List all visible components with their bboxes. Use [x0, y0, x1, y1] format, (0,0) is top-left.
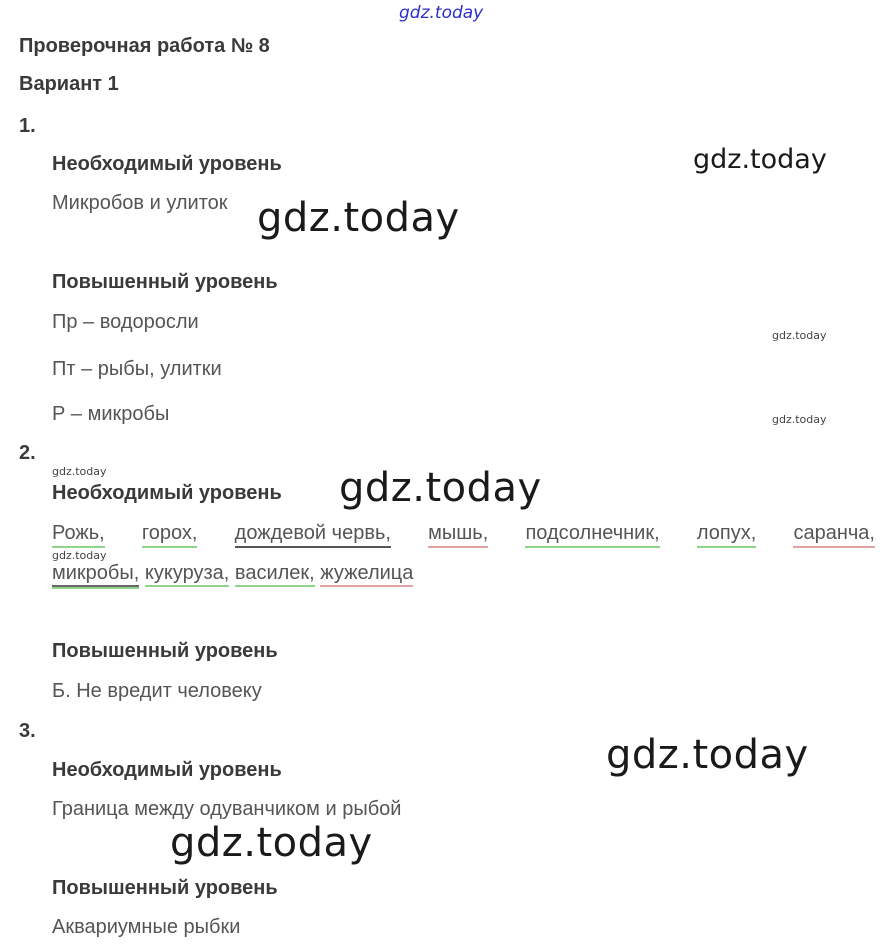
watermark: gdz.today	[693, 144, 827, 175]
word-item: лопух,	[697, 522, 756, 548]
word-list-line-2	[52, 562, 413, 585]
word-item: василек,	[235, 562, 315, 587]
task-number: 1.	[19, 115, 36, 137]
word-item: подсолнечник,	[525, 522, 659, 548]
advanced-answer: Б. Не вредит человеку	[52, 680, 262, 702]
watermark-top: gdz.today	[399, 3, 484, 23]
advanced-level-heading: Повышенный уровень	[52, 640, 278, 662]
watermark: gdz.today	[606, 732, 809, 778]
watermark: gdz.today	[339, 465, 542, 511]
task-number: 3.	[19, 720, 36, 742]
word-item: мышь,	[428, 522, 488, 548]
basic-answer: Микробов и улиток	[52, 192, 228, 214]
watermark: gdz.today	[52, 549, 107, 562]
variant-label: Вариант 1	[19, 73, 119, 95]
advanced-answer: Аквариумные рыбки	[52, 916, 241, 938]
word-item: жужелица	[320, 562, 413, 587]
word-item: Рожь,	[52, 522, 105, 548]
word-item: саранча,	[793, 522, 875, 548]
word-item: дождевой червь,	[235, 522, 391, 548]
page-title: Проверочная работа № 8	[19, 35, 270, 57]
advanced-answer-line: Пт – рыбы, улитки	[52, 358, 222, 380]
basic-level-heading: Необходимый уровень	[52, 482, 282, 504]
task-number: 2.	[19, 442, 36, 464]
watermark: gdz.today	[52, 465, 107, 478]
advanced-answer-line: Пр – водоросли	[52, 311, 199, 333]
watermark: gdz.today	[257, 195, 460, 241]
watermark: gdz.today	[772, 329, 827, 342]
word-item: горох,	[142, 522, 198, 548]
watermark: gdz.today	[772, 413, 827, 426]
word-item: микробы,	[52, 562, 139, 587]
word-list-line-1	[52, 522, 875, 548]
basic-level-heading: Необходимый уровень	[52, 759, 282, 781]
advanced-level-heading: Повышенный уровень	[52, 877, 278, 899]
advanced-level-heading: Повышенный уровень	[52, 271, 278, 293]
word-item: кукуруза,	[145, 562, 229, 587]
advanced-answer-line: Р – микробы	[52, 403, 170, 425]
watermark: gdz.today	[170, 820, 373, 866]
basic-answer: Граница между одуванчиком и рыбой	[52, 798, 402, 820]
basic-level-heading: Необходимый уровень	[52, 153, 282, 175]
